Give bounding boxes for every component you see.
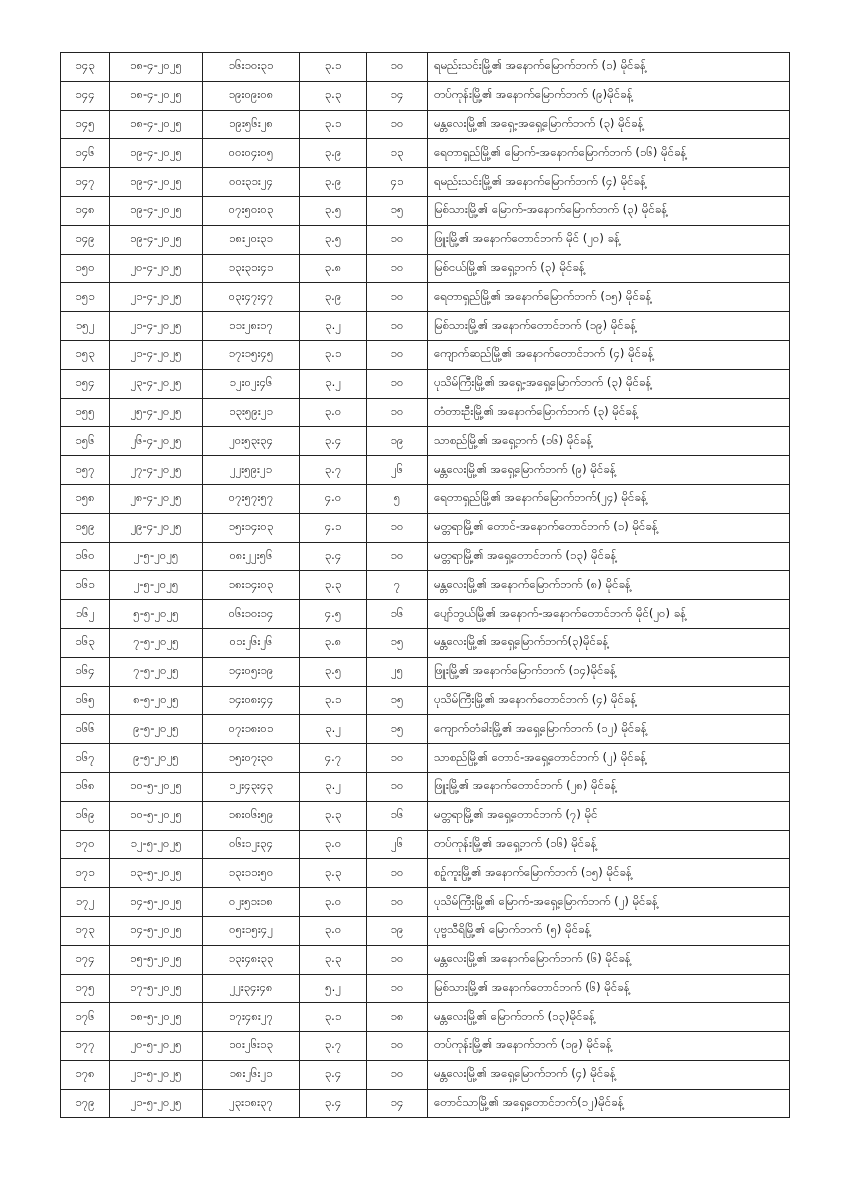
row-number-cell: ၁၇၄	[61, 945, 110, 974]
table-row	[61, 744, 790, 773]
time-cell: ၁၈း၂၀း၃၁	[203, 225, 300, 254]
table-row	[61, 340, 790, 369]
magnitude-cell: ၃.၉	[300, 168, 367, 197]
time-cell: ၁၈း၁၄း၀၃	[203, 571, 300, 600]
location-cell: ပုသိမ်ကြီးမြို့၏ မြောက်-အရှေ့မြောက်ဘက် (၂) မိုင်ခန့်	[428, 888, 790, 917]
magnitude-cell: ၃.၄	[300, 427, 367, 456]
time-cell: ၀၀း၃၁း၂၄	[203, 168, 300, 197]
date-cell: ၁၄-၅-၂၀၂၅	[110, 888, 203, 917]
table-row	[61, 196, 790, 225]
row-number-cell: ၁၇၇	[61, 1032, 110, 1061]
date-cell: ၂၀-၄-၂၀၂၅	[110, 254, 203, 283]
time-cell: ၁၃း၄၈း၃၃	[203, 945, 300, 974]
row-number-cell: ၁၄၉	[61, 225, 110, 254]
row-number-cell: ၁၅၃	[61, 340, 110, 369]
depth-cell: ၁၀	[367, 254, 428, 283]
date-cell: ၈-၅-၂၀၂၅	[110, 686, 203, 715]
table-row	[61, 168, 790, 197]
magnitude-cell: ၃.၅	[300, 225, 367, 254]
date-cell: ၂၁-၅-၂၀၂၅	[110, 1060, 203, 1089]
time-cell: ၀၆း၁၀း၁၄	[203, 600, 300, 629]
location-cell: ရမည်းသင်းမြို့၏ အနောက်မြောက်ဘက် (၁) မိုင်ခန့်	[428, 53, 790, 82]
date-cell: ၁၅-၅-၂၀၂၅	[110, 945, 203, 974]
row-number-cell: ၁၆၃	[61, 628, 110, 657]
table-row	[61, 1060, 790, 1089]
depth-cell: ၁၀	[367, 110, 428, 139]
date-cell: ၂၀-၅-၂၀၂၅	[110, 1032, 203, 1061]
depth-cell: ၁၅	[367, 715, 428, 744]
row-number-cell: ၁၅၉	[61, 513, 110, 542]
date-cell: ၁၀-၅-၂၀၂၅	[110, 772, 203, 801]
magnitude-cell: ၃.၈	[300, 628, 367, 657]
time-cell: ၀၇း၅၇း၅၇	[203, 484, 300, 513]
row-number-cell: ၁၆၈	[61, 772, 110, 801]
location-cell: မြစ်သားမြို့၏ အနောက်တောင်ဘက် (၁၉) မိုင်ခန့်	[428, 312, 790, 341]
table-row	[61, 686, 790, 715]
depth-cell: ၁၀	[367, 772, 428, 801]
row-number-cell: ၁၆၀	[61, 542, 110, 571]
table-row	[61, 772, 790, 801]
time-cell: ၁၁း၂၈း၁၇	[203, 312, 300, 341]
location-cell: မတ္တရာမြို့၏ အရှေ့တောင်ဘက် (၇) မိုင်	[428, 801, 790, 830]
magnitude-cell: ၃.၂	[300, 715, 367, 744]
table-row	[61, 542, 790, 571]
magnitude-cell: ၃.၀	[300, 888, 367, 917]
depth-cell: ၁၉	[367, 427, 428, 456]
location-cell: မန္တလေးမြို့၏ အရှေ့မြောက်ဘက်(၃)မိုင်ခန့်	[428, 628, 790, 657]
row-number-cell: ၁၆၆	[61, 715, 110, 744]
time-cell: ၁၅း၁၄း၀၃	[203, 513, 300, 542]
depth-cell: ၁၀	[367, 974, 428, 1003]
date-cell: ၉-၅-၂၀၂၅	[110, 744, 203, 773]
date-cell: ၁၉-၄-၂၀၂၅	[110, 139, 203, 168]
magnitude-cell: ၃.၄	[300, 1089, 367, 1118]
row-number-cell: ၁၅၄	[61, 369, 110, 398]
location-cell: ဖြူးမြို့၏ အနောက်တောင်ဘက် (၂၈) မိုင်ခန့်	[428, 772, 790, 801]
date-cell: ၁၉-၄-၂၀၂၅	[110, 196, 203, 225]
date-cell: ၂၈-၄-၂၀၂၅	[110, 484, 203, 513]
table-row	[61, 484, 790, 513]
date-cell: ၇-၅-၂၀၂၅	[110, 657, 203, 686]
time-cell: ၁၉း၀၉း၀၈	[203, 81, 300, 110]
depth-cell: ၁၀	[367, 283, 428, 312]
table-row	[61, 53, 790, 82]
location-cell: မြစ်ငယ်မြို့၏ အရှေ့ဘက် (၃) မိုင်ခန့်	[428, 254, 790, 283]
time-cell: ၁၂း၄၃း၄၃	[203, 772, 300, 801]
location-cell: တောင်သာမြို့၏ အရှေ့တောင်ဘက်(၁၂)မိုင်ခန့်	[428, 1089, 790, 1118]
date-cell: ၂၁-၄-၂၀၂၅	[110, 283, 203, 312]
table-row	[61, 283, 790, 312]
row-number-cell: ၁၄၃	[61, 53, 110, 82]
depth-cell: ၁၀	[367, 225, 428, 254]
depth-cell: ၁၀	[367, 513, 428, 542]
location-cell: တပ်ကုန်းမြို့၏ အနောက်မြောက်ဘက် (၉)မိုင်ခန့်	[428, 81, 790, 110]
row-number-cell: ၁၆၇	[61, 744, 110, 773]
row-number-cell: ၁၅၇	[61, 456, 110, 485]
row-number-cell: ၁၇၃	[61, 916, 110, 945]
depth-cell: ၁၀	[367, 888, 428, 917]
time-cell: ၀၅း၁၅း၄၂	[203, 916, 300, 945]
table-row	[61, 1003, 790, 1032]
time-cell: ၁၄း၀၅း၁၉	[203, 657, 300, 686]
row-number-cell: ၁၆၄	[61, 657, 110, 686]
table-body	[61, 53, 790, 1118]
date-cell: ၉-၅-၂၀၂၅	[110, 715, 203, 744]
magnitude-cell: ၃.၀	[300, 830, 367, 859]
date-cell: ၇-၅-၂၀၂၅	[110, 628, 203, 657]
time-cell: ၀၇း၅၀း၀၃	[203, 196, 300, 225]
location-cell: စဉ့်ကူးမြို့၏ အနောက်မြောက်ဘက် (၁၅) မိုင်ခန့်	[428, 859, 790, 888]
magnitude-cell: ၃.၁	[300, 53, 367, 82]
date-cell: ၂-၅-၂၀၂၅	[110, 542, 203, 571]
date-cell: ၁၈-၄-၂၀၂၅	[110, 53, 203, 82]
depth-cell: ၁၀	[367, 398, 428, 427]
date-cell: ၂၇-၄-၂၀၂၅	[110, 456, 203, 485]
table-row	[61, 571, 790, 600]
location-cell: ဖြူးမြို့၏ အနောက်မြောက်ဘက် (၁၄)မိုင်ခန့်	[428, 657, 790, 686]
table-row	[61, 1089, 790, 1118]
depth-cell: ၁၅	[367, 686, 428, 715]
row-number-cell: ၁၇၅	[61, 974, 110, 1003]
date-cell: ၂၁-၄-၂၀၂၅	[110, 340, 203, 369]
table-row	[61, 139, 790, 168]
location-cell: ရမည်းသင်းမြို့၏ အနောက်မြောက်ဘက် (၄) မိုင်ခန့်	[428, 168, 790, 197]
depth-cell: ၄၁	[367, 168, 428, 197]
depth-cell: ၁၀	[367, 1032, 428, 1061]
time-cell: ၂၀း၅၃း၃၄	[203, 427, 300, 456]
location-cell: မြစ်သားမြို့၏ မြောက်-အနောက်မြောက်ဘက် (၃) မိုင်ခန့်	[428, 196, 790, 225]
table-row	[61, 888, 790, 917]
table-row	[61, 715, 790, 744]
row-number-cell: ၁၅၅	[61, 398, 110, 427]
depth-cell: ၁၀	[367, 53, 428, 82]
date-cell: ၂၆-၄-၂၀၂၅	[110, 427, 203, 456]
date-cell: ၁၀-၅-၂၀၂၅	[110, 801, 203, 830]
location-cell: မန္တလေးမြို့၏ မြောက်ဘက် (၁၃)မိုင်ခန့်	[428, 1003, 790, 1032]
depth-cell: ၁၀	[367, 340, 428, 369]
magnitude-cell: ၅.၂	[300, 974, 367, 1003]
row-number-cell: ၁၄၈	[61, 196, 110, 225]
date-cell: ၁၇-၅-၂၀၂၅	[110, 974, 203, 1003]
magnitude-cell: ၃.၅	[300, 196, 367, 225]
date-cell: ၂၉-၄-၂၀၂၅	[110, 513, 203, 542]
location-cell: ရေတာရှည်မြို့၏ အနောက်မြောက်ဘက်(၂၄) မိုင်ခန့်	[428, 484, 790, 513]
time-cell: ၁၅း၀၇း၃၀	[203, 744, 300, 773]
magnitude-cell: ၄.၇	[300, 744, 367, 773]
row-number-cell: ၁၅၀	[61, 254, 110, 283]
time-cell: ၂၃း၁၈း၃၇	[203, 1089, 300, 1118]
depth-cell: ၁၀	[367, 542, 428, 571]
row-number-cell: ၁၇၀	[61, 830, 110, 859]
location-cell: ဖြူးမြို့၏ အနောက်တောင်ဘက် မိုင် (၂၀) ခန့်	[428, 225, 790, 254]
magnitude-cell: ၄.၁	[300, 513, 367, 542]
date-cell: ၁၂-၅-၂၀၂၅	[110, 830, 203, 859]
magnitude-cell: ၃.၃	[300, 571, 367, 600]
depth-cell: ၁၀	[367, 744, 428, 773]
table-row	[61, 657, 790, 686]
table-row	[61, 974, 790, 1003]
table-row	[61, 1032, 790, 1061]
row-number-cell: ၁၅၁	[61, 283, 110, 312]
time-cell: ၁၀း၂၆း၁၃	[203, 1032, 300, 1061]
date-cell: ၁၈-၄-၂၀၂၅	[110, 81, 203, 110]
depth-cell: ၁၅	[367, 628, 428, 657]
date-cell: ၁၈-၅-၂၀၂၅	[110, 1003, 203, 1032]
location-cell: ရေတာရှည်မြို့၏ အနောက်မြောက်ဘက် (၁၅) မိုင်ခန့်	[428, 283, 790, 312]
date-cell: ၁၃-၅-၂၀၂၅	[110, 859, 203, 888]
depth-cell: ၁၀	[367, 312, 428, 341]
table-row	[61, 254, 790, 283]
location-cell: ပုဗ္ဗသီရိမြို့၏ မြောက်ဘက် (၅) မိုင်ခန့်	[428, 916, 790, 945]
time-cell: ၁၄း၀၈း၄၄	[203, 686, 300, 715]
date-cell: ၂၁-၄-၂၀၂၅	[110, 312, 203, 341]
magnitude-cell: ၃.၈	[300, 254, 367, 283]
magnitude-cell: ၃.၁	[300, 686, 367, 715]
depth-cell: ၁၄	[367, 1089, 428, 1118]
time-cell: ၀၆း၁၂း၃၄	[203, 830, 300, 859]
depth-cell: ၁၀	[367, 945, 428, 974]
row-number-cell: ၁၇၆	[61, 1003, 110, 1032]
time-cell: ၁၃း၁၁း၅၀	[203, 859, 300, 888]
magnitude-cell: ၃.၃	[300, 81, 367, 110]
date-cell: ၂၅-၄-၂၀၂၅	[110, 398, 203, 427]
row-number-cell: ၁၅၈	[61, 484, 110, 513]
magnitude-cell: ၃.၉	[300, 283, 367, 312]
row-number-cell: ၁၅၆	[61, 427, 110, 456]
table-row	[61, 110, 790, 139]
table-row	[61, 81, 790, 110]
location-cell: ကျောက်တံခါးမြို့၏ အရှေ့မြောက်ဘက် (၁၂) မိုင်ခန့်	[428, 715, 790, 744]
depth-cell: ၇	[367, 571, 428, 600]
magnitude-cell: ၃.၄	[300, 542, 367, 571]
time-cell: ၁၆း၁၀း၃၁	[203, 53, 300, 82]
table-row	[61, 945, 790, 974]
time-cell: ၁၂း၀၂း၄၆	[203, 369, 300, 398]
magnitude-cell: ၃.၇	[300, 456, 367, 485]
location-cell: မန္တလေးမြို့၏ အရှေ့မြောက်ဘက် (၉) မိုင်ခန့်	[428, 456, 790, 485]
table-row	[61, 427, 790, 456]
date-cell: ၁၉-၄-၂၀၂၅	[110, 168, 203, 197]
row-number-cell: ၁၄၅	[61, 110, 110, 139]
magnitude-cell: ၄.၀	[300, 484, 367, 513]
row-number-cell: ၁၆၉	[61, 801, 110, 830]
time-cell: ၀၇း၁၈း၀၁	[203, 715, 300, 744]
table-row	[61, 916, 790, 945]
magnitude-cell: ၃.၁	[300, 1003, 367, 1032]
location-cell: တံတားဦးမြို့၏ အနောက်မြောက်ဘက် (၃) မိုင်ခန့်	[428, 398, 790, 427]
table-row	[61, 859, 790, 888]
depth-cell: ၁၃	[367, 139, 428, 168]
time-cell: ၁၇း၁၅း၄၅	[203, 340, 300, 369]
magnitude-cell: ၃.၂	[300, 312, 367, 341]
location-cell: ပုသိမ်ကြီးမြို့၏ အနောက်တောင်ဘက် (၄) မိုင်ခန့်	[428, 686, 790, 715]
location-cell: မန္တလေးမြို့၏ အရှေ့မြောက်ဘက် (၄) မိုင်ခန့်	[428, 1060, 790, 1089]
depth-cell: ၁၅	[367, 196, 428, 225]
depth-cell: ၁၀	[367, 369, 428, 398]
row-number-cell: ၁၇၉	[61, 1089, 110, 1118]
row-number-cell: ၁၄၇	[61, 168, 110, 197]
row-number-cell: ၁၄၆	[61, 139, 110, 168]
row-number-cell: ၁၇၁	[61, 859, 110, 888]
table-row	[61, 312, 790, 341]
time-cell: ၀၁း၂၆း၂၆	[203, 628, 300, 657]
depth-cell: ၂၅	[367, 657, 428, 686]
date-cell: ၁၄-၅-၂၀၂၅	[110, 916, 203, 945]
magnitude-cell: ၃.၃	[300, 859, 367, 888]
earthquake-table	[60, 52, 790, 1118]
date-cell: ၅-၅-၂၀၂၅	[110, 600, 203, 629]
table-row	[61, 600, 790, 629]
depth-cell: ၅	[367, 484, 428, 513]
time-cell: ၂၂း၃၄း၄၈	[203, 974, 300, 1003]
depth-cell: ၁၉	[367, 916, 428, 945]
time-cell: ၀၈း၂၂း၅၆	[203, 542, 300, 571]
row-number-cell: ၁၅၂	[61, 312, 110, 341]
table-row	[61, 456, 790, 485]
magnitude-cell: ၃.၇	[300, 1032, 367, 1061]
magnitude-cell: ၃.၁	[300, 340, 367, 369]
time-cell: ၁၉း၅၆း၂၈	[203, 110, 300, 139]
table-row	[61, 398, 790, 427]
depth-cell: ၁၆	[367, 801, 428, 830]
date-cell: ၂၃-၄-၂၀၂၅	[110, 369, 203, 398]
magnitude-cell: ၃.၂	[300, 369, 367, 398]
location-cell: မန္တလေးမြို့၏ အနောက်မြောက်ဘက် (၆) မိုင်ခန့်	[428, 945, 790, 974]
depth-cell: ၁၈	[367, 1003, 428, 1032]
time-cell: ၀၃း၄၇း၄၇	[203, 283, 300, 312]
row-number-cell: ၁၆၁	[61, 571, 110, 600]
table-row	[61, 628, 790, 657]
table-row	[61, 369, 790, 398]
magnitude-cell: ၃.၃	[300, 945, 367, 974]
time-cell: ၁၃း၃၁း၄၁	[203, 254, 300, 283]
table-row	[61, 830, 790, 859]
row-number-cell: ၁၆၂	[61, 600, 110, 629]
location-cell: မတ္တရာမြို့၏ အရှေ့တောင်ဘက် (၁၃) မိုင်ခန့်	[428, 542, 790, 571]
magnitude-cell: ၃.၄	[300, 1060, 367, 1089]
time-cell: ၀၂း၅၁း၁၈	[203, 888, 300, 917]
location-cell: ရေတာရှည်မြို့၏ မြောက်-အနောက်မြောက်ဘက် (၁၆) မိုင်ခန့်	[428, 139, 790, 168]
location-cell: မန္တလေးမြို့၏ အနောက်မြောက်ဘက် (၈) မိုင်ခန့်	[428, 571, 790, 600]
location-cell: ပျော်ဘွယ်မြို့၏ အနောက်-အနောက်တောင်ဘက် မိုင်(၂၀) ခန့်	[428, 600, 790, 629]
depth-cell: ၂၆	[367, 456, 428, 485]
date-cell: ၁၈-၄-၂၀၂၅	[110, 110, 203, 139]
depth-cell: ၁၆	[367, 600, 428, 629]
table-row	[61, 801, 790, 830]
depth-cell: ၁၀	[367, 1060, 428, 1089]
location-cell: သာစည်မြို့၏ အရှေ့ဘက် (၁၆) မိုင်ခန့်	[428, 427, 790, 456]
magnitude-cell: ၃.၅	[300, 657, 367, 686]
time-cell: ၀၀း၀၄း၀၅	[203, 139, 300, 168]
magnitude-cell: ၃.၀	[300, 916, 367, 945]
depth-cell: ၂၆	[367, 830, 428, 859]
time-cell: ၁၇း၄၈း၂၇	[203, 1003, 300, 1032]
time-cell: ၂၂း၅၉း၂၁	[203, 456, 300, 485]
location-cell: သာစည်မြို့၏ တောင်-အရှေ့တောင်ဘက် (၂) မိုင်ခန့်	[428, 744, 790, 773]
document-page	[60, 52, 790, 1118]
time-cell: ၁၈း၂၆း၂၁	[203, 1060, 300, 1089]
table-row	[61, 513, 790, 542]
location-cell: မတ္တရာမြို့၏ တောင်-အနောက်တောင်ဘက် (၁) မိုင်ခန့်	[428, 513, 790, 542]
row-number-cell: ၁၆၅	[61, 686, 110, 715]
time-cell: ၁၃း၅၉း၂၁	[203, 398, 300, 427]
location-cell: တပ်ကုန်းမြို့၏ အရှေ့ဘက် (၁၆) မိုင်ခန့်	[428, 830, 790, 859]
row-number-cell: ၁၇၂	[61, 888, 110, 917]
table-row	[61, 225, 790, 254]
time-cell: ၁၈း၀၆း၅၉	[203, 801, 300, 830]
magnitude-cell: ၃.၂	[300, 772, 367, 801]
magnitude-cell: ၄.၅	[300, 600, 367, 629]
location-cell: မန္တလေးမြို့၏ အရှေ့-အရှေ့မြောက်ဘက် (၃) မိုင်ခန့်	[428, 110, 790, 139]
magnitude-cell: ၃.၃	[300, 801, 367, 830]
row-number-cell: ၁၄၄	[61, 81, 110, 110]
date-cell: ၂၁-၅-၂၀၂၅	[110, 1089, 203, 1118]
depth-cell: ၁၄	[367, 81, 428, 110]
magnitude-cell: ၃.၁	[300, 110, 367, 139]
location-cell: ကျောက်ဆည်မြို့၏ အနောက်တောင်ဘက် (၄) မိုင်ခန့်	[428, 340, 790, 369]
location-cell: မြစ်သားမြို့၏ အနောက်တောင်ဘက် (၆) မိုင်ခန့်	[428, 974, 790, 1003]
row-number-cell: ၁၇၈	[61, 1060, 110, 1089]
location-cell: တပ်ကုန်းမြို့၏ အနောက်ဘက် (၁၉) မိုင်ခန့်	[428, 1032, 790, 1061]
magnitude-cell: ၃.၉	[300, 139, 367, 168]
date-cell: ၂-၅-၂၀၂၅	[110, 571, 203, 600]
date-cell: ၁၉-၄-၂၀၂၅	[110, 225, 203, 254]
location-cell: ပုသိမ်ကြီးမြို့၏ အရှေ့-အရှေ့မြောက်ဘက် (၃) မိုင်ခန့်	[428, 369, 790, 398]
depth-cell: ၁၀	[367, 859, 428, 888]
magnitude-cell: ၃.၀	[300, 398, 367, 427]
